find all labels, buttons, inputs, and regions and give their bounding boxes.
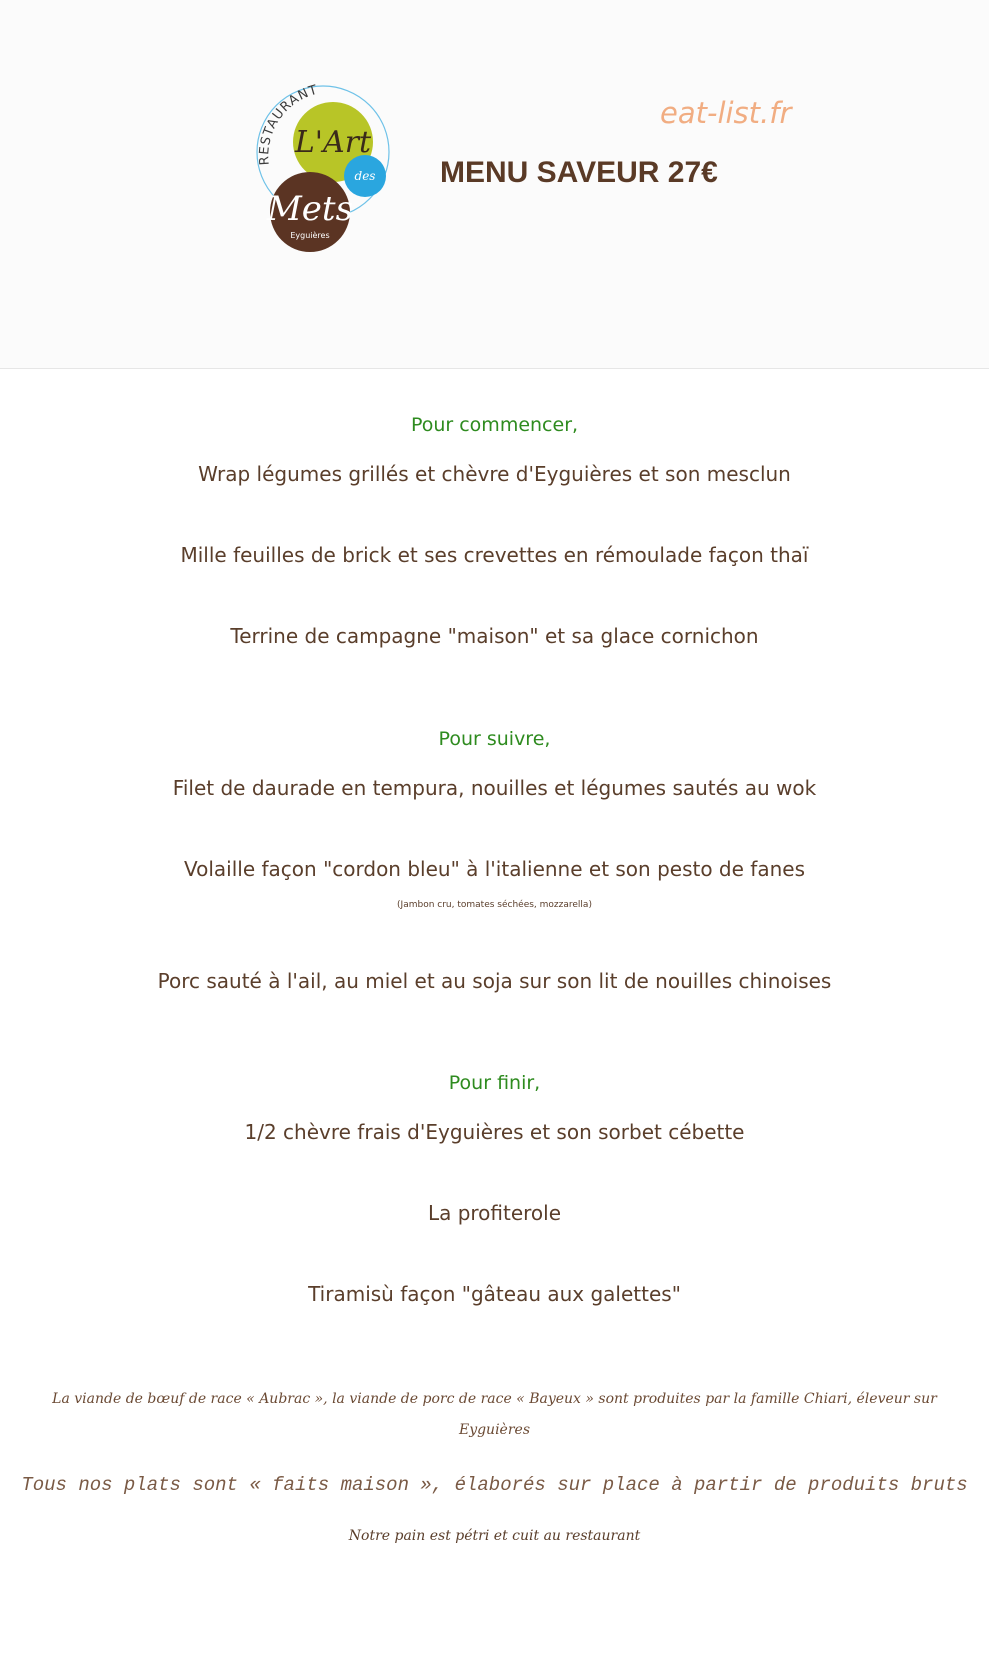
dish-item: Filet de daurade en tempura, nouilles et légumes sautés au wok bbox=[172, 776, 817, 800]
header-divider bbox=[0, 368, 989, 369]
section-heading-desserts: Pour finir, bbox=[448, 1072, 541, 1094]
dish-item: Terrine de campagne "maison" et sa glace cornichon bbox=[230, 624, 759, 648]
bread-note: Notre pain est pétri et cuit au restaurant bbox=[348, 1528, 641, 1544]
logo-line1: L'Art bbox=[294, 125, 372, 160]
meat-origin-note-town: Eyguières bbox=[458, 1422, 531, 1438]
eat-list-watermark: eat-list.fr bbox=[660, 96, 792, 130]
section-heading-starters: Pour commencer, bbox=[410, 414, 579, 436]
section-heading-mains: Pour suivre, bbox=[438, 728, 551, 750]
homemade-statement: Tous nos plats sont « faits maison », élaborés sur place à partir de produits bruts bbox=[21, 1474, 968, 1496]
dish-item: Tiramisù façon "gâteau aux galettes" bbox=[308, 1282, 681, 1306]
restaurant-logo bbox=[255, 80, 405, 270]
logo-line2: des bbox=[354, 169, 376, 183]
logo-curve-text: RESTAURANT bbox=[257, 82, 320, 166]
dish-item: Mille feuilles de brick et ses crevettes en rémoulade façon thaï bbox=[180, 543, 809, 567]
logo-line3: Mets bbox=[266, 189, 354, 229]
menu-title: MENU SAVEUR 27€ bbox=[440, 156, 718, 189]
logo-line4: Eyguières bbox=[290, 231, 330, 240]
meat-origin-note: La viande de bœuf de race « Aubrac », la viande de porc de race « Bayeux » sont produites par la famille Chiari, éleveur sur bbox=[52, 1391, 937, 1407]
dish-item: Wrap légumes grillés et chèvre d'Eyguières et son mesclun bbox=[198, 462, 791, 486]
dish-note: (Jambon cru, tomates séchées, mozzarella) bbox=[397, 900, 592, 910]
dish-item: La profiterole bbox=[427, 1201, 562, 1225]
dish-item: Porc sauté à l'ail, au miel et au soja sur son lit de nouilles chinoises bbox=[157, 969, 832, 993]
dish-item: 1/2 chèvre frais d'Eyguières et son sorbet cébette bbox=[244, 1120, 745, 1144]
dish-item: Volaille façon "cordon bleu" à l'italienne et son pesto de fanes bbox=[184, 857, 805, 881]
